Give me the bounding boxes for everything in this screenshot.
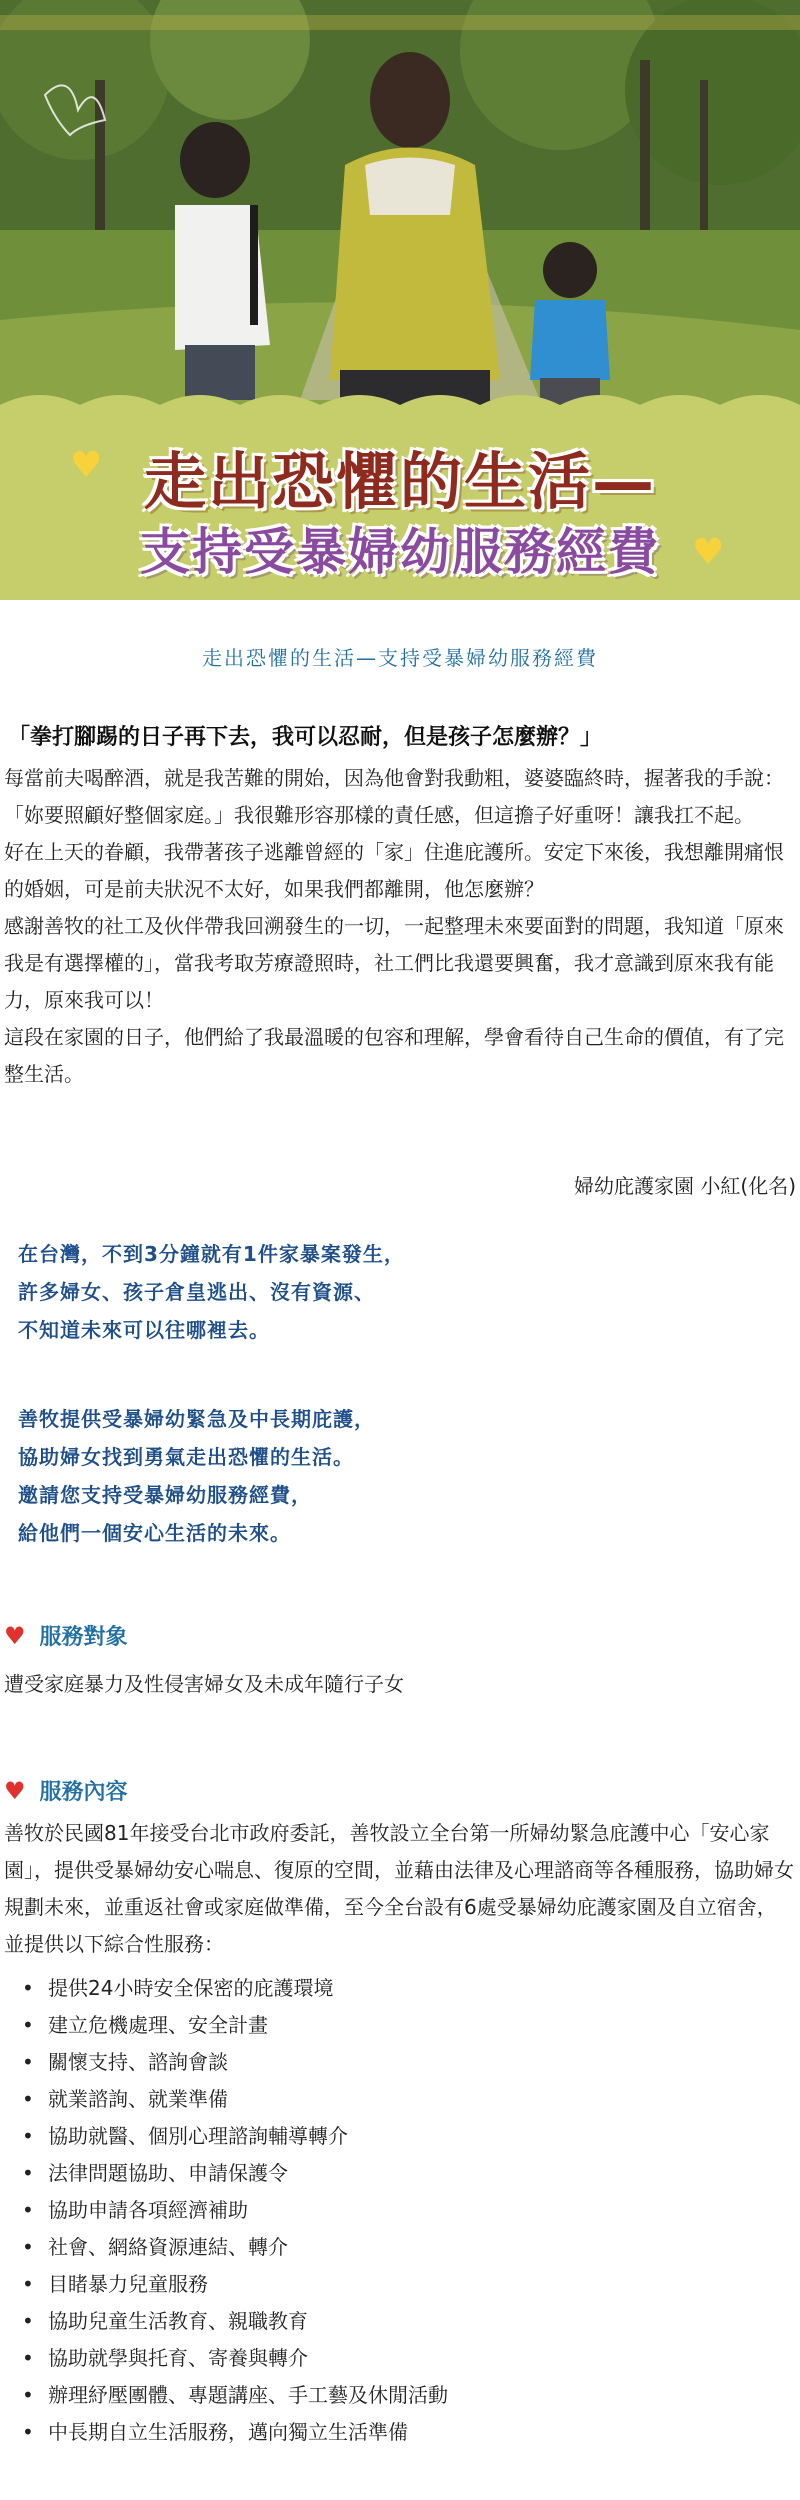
hero-banner [0,0,800,600]
bullet-icon: • [22,2272,34,2296]
story-paragraph: 每當前夫喝醉酒，就是我苦難的開始，因為他會對我動粗，婆婆臨終時，握著我的手說：「妳要照顧好整個家庭。」我很難形容那樣的責任感，但這擔子好重呀！讓我扛不起。 [4,766,784,827]
service-intro-text: 善牧於民國81年接受台北市政府委託，善牧設立全台第一所婦幼緊急庇護中心「安心家園」，提供受暴婦幼安心喘息、復原的空間，並藉由法律及心理諮商等各種服務，協助婦女規劃未來，並重返社會或家庭做準備，至今全台設有6處受暴婦幼庇護家園及自立宿舍，並提供以下綜合性服務： [4,1821,794,1956]
story-paragraph: 好在上天的眷顧，我帶著孩子逃離曾經的「家」住進庇護所。安定下來後，我想離開痛恨的婚姻，可是前夫狀況不太好，如果我們都離開，他怎麼辦？ [4,840,784,901]
story-paragraph: 這段在家園的日子，他們給了我最溫暖的包容和理解，學會看待自己生命的價值，有了完整生活。 [4,1025,784,1086]
appeal-line: 協助婦女找到勇氣走出恐懼的生活。 [18,1445,354,1469]
bullet-icon: • [22,2013,34,2037]
list-item [4,2044,796,2081]
list-item-label: 協助就醫、個別心理諮詢輔導轉介 [48,2124,348,2148]
list-item [4,2081,796,2118]
story-signature: 婦幼庇護家園 小紅(化名) [574,1174,796,1198]
heart-icon: ♥ [692,532,725,573]
appeal-line: 給他們一個安心生活的未來。 [18,1521,291,1545]
section-heading-label: 服務內容 [39,1780,128,1805]
list-item-label: 辦理紓壓團體、專題講座、手工藝及休閒活動 [48,2383,448,2407]
hero-title-line2: 支持受暴婦幼服務經費 [140,523,660,581]
appeal-line: 許多婦女、孩子倉皇逃出、沒有資源、 [18,1280,375,1304]
bullet-icon: • [22,2346,34,2370]
service-list [4,1970,796,2451]
appeal-line: 在台灣，不到3分鐘就有1件家暴案發生， [18,1242,405,1266]
bullet-icon: • [22,1976,34,2000]
list-item-label: 協助申請各項經濟補助 [48,2198,248,2222]
list-item-label: 社會、網絡資源連結、轉介 [48,2235,288,2259]
story-text [4,760,796,1093]
story-quote: 「拳打腳踢的日子再下去，我可以忍耐，但是孩子怎麼辦？」 [8,725,603,750]
bullet-icon: • [22,2087,34,2111]
appeal-line: 邀請您支持受暴婦幼服務經費， [18,1483,312,1507]
bullet-icon: • [22,2124,34,2148]
list-item [4,2303,796,2340]
list-item-label: 關懷支持、諮詢會談 [48,2050,228,2074]
list-item [4,2229,796,2266]
bullet-icon: • [22,2309,34,2333]
article-subtitle: 走出恐懼的生活—支持受暴婦幼服務經費 [202,646,598,670]
list-item [4,2414,796,2451]
list-item-label: 就業諮詢、就業準備 [48,2087,228,2111]
list-item [4,2340,796,2377]
list-item [4,2007,796,2044]
section-heading-service-content [4,1775,128,1806]
list-item [4,2266,796,2303]
list-item-label: 中長期自立生活服務，邁向獨立生活準備 [48,2420,408,2444]
list-item-label: 協助兒童生活教育、親職教育 [48,2309,308,2333]
appeal-line: 不知道未來可以往哪裡去。 [18,1318,270,1342]
article-content [0,600,800,2500]
list-item [4,2155,796,2192]
appeal-block-invitation [18,1400,375,1552]
list-item [4,2118,796,2155]
list-item-label: 建立危機處理、安全計畫 [48,2013,268,2037]
bullet-icon: • [22,2383,34,2407]
section-heading-service-target [4,1620,128,1651]
appeal-line: 善牧提供受暴婦幼緊急及中長期庇護， [18,1407,375,1431]
bullet-icon: • [22,2235,34,2259]
hero-title-line1: 走出恐懼的生活— [143,445,656,518]
list-item-label: 法律問題協助、申請保護令 [48,2161,288,2185]
list-item-label: 協助就學與托育、寄養與轉介 [48,2346,308,2370]
bullet-icon: • [22,2050,34,2074]
heart-icon: ♥ [4,1776,26,1805]
list-item-label: 提供24小時安全保密的庇護環境 [48,1976,334,2000]
bullet-icon: • [22,2420,34,2444]
heart-icon: ♥ [4,1621,26,1650]
story-paragraph: 感謝善牧的社工及伙伴帶我回溯發生的一切，一起整理未來要面對的問題，我知道「原來我是有選擇權的」，當我考取芳療證照時，社工們比我還要興奮，我才意識到原來我有能力，原來我可以！ [4,914,784,1012]
heart-icon: ♥ [70,445,103,486]
list-item-label: 目睹暴力兒童服務 [48,2272,208,2296]
service-target-text: 遭受家庭暴力及性侵害婦女及未成年隨行子女 [4,1672,404,1696]
appeal-block-statistics [18,1235,405,1349]
section-heading-label: 服務對象 [39,1625,128,1650]
list-item [4,2192,796,2229]
list-item [4,2377,796,2414]
bullet-icon: • [22,2198,34,2222]
list-item [4,1970,796,2007]
bullet-icon: • [22,2161,34,2185]
